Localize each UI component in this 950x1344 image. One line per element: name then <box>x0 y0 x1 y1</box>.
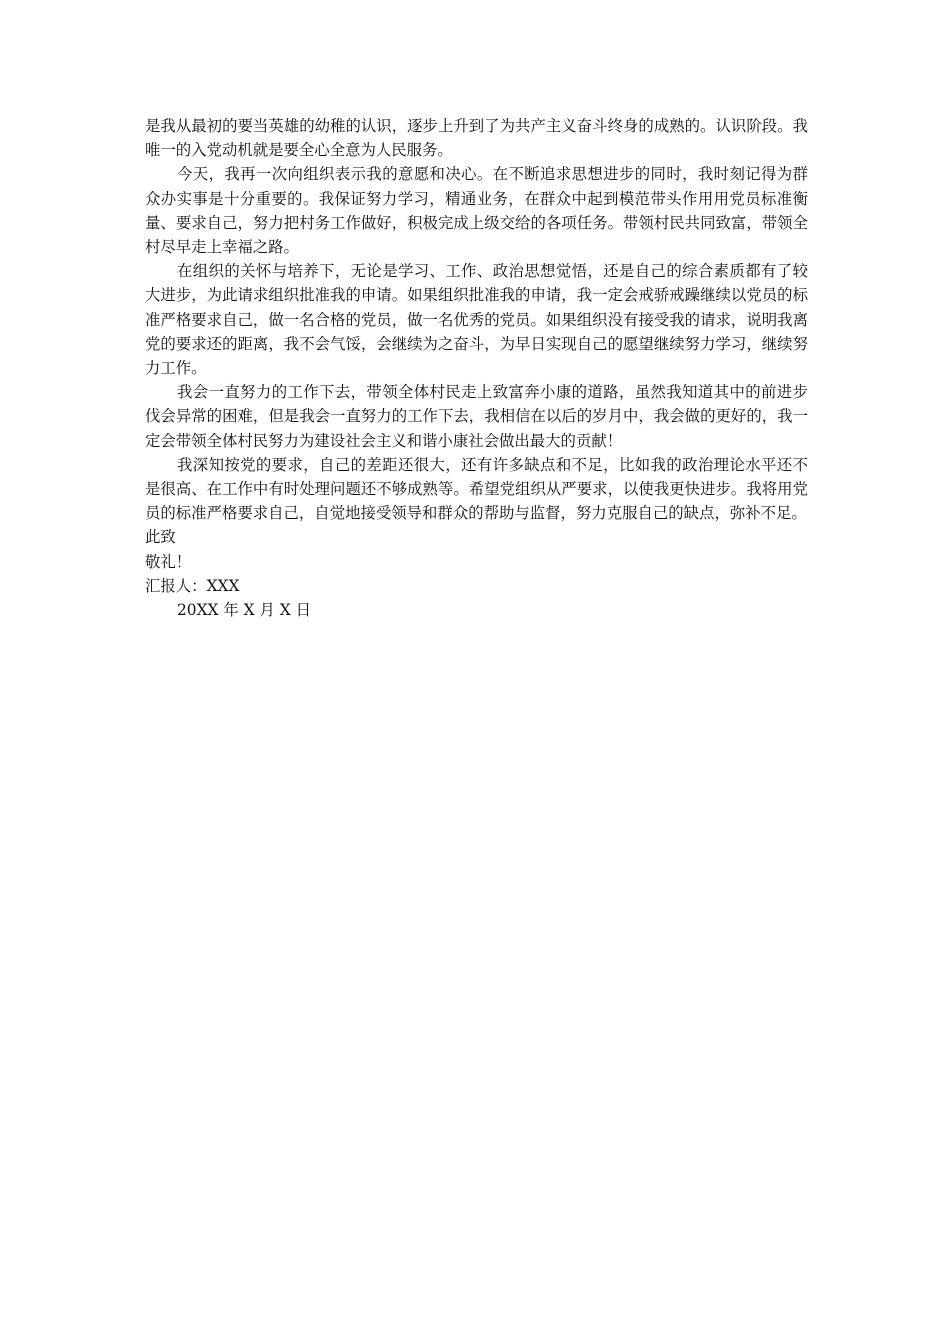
reporter-line: 汇报人：XXX <box>145 576 240 595</box>
document-body <box>145 114 808 622</box>
salutation-line: 敬礼！ <box>145 552 192 571</box>
closing-line: 此致 <box>145 528 176 547</box>
paragraph-2: 今天，我再一次向组织表示我的意愿和决心。在不断追求思想进步的同时，我时刻记得为群众办实事是十分重要的。我保证努力学习，精通业务，在群众中起到模范带头作用用党员标准衡量、要求自己，努力把村务工作做好，积极完成上级交给的各项任务。带领村民共同致富，带领全村尽早走上幸福之路。 <box>145 165 808 257</box>
date-line: 20XX 年 X 月 X 日 <box>177 601 312 620</box>
paragraph-3: 在组织的关怀与培养下，无论是学习、工作、政治思想觉悟，还是自己的综合素质都有了较大进步，为此请求组织批准我的申请。如果组织批准我的申请，我一定会戒骄戒躁继续以党员的标准严格要求自己，做一名合格的党员，做一名优秀的党员。如果组织没有接受我的请求，说明我离党的要求还的距离，我不会气馁，会继续为之奋斗，为早日实现自己的愿望继续努力学习，继续努力工作。 <box>145 262 808 378</box>
paragraph-5: 我深知按党的要求，自己的差距还很大，还有许多缺点和不足，比如我的政治理论水平还不是很高、在工作中有时处理问题还不够成熟等。希望党组织从严要求，以使我更快进步。我将用党员的标准严格要求自己，自觉地接受领导和群众的帮助与监督，努力克服自己的缺点，弥补不足。 <box>145 455 808 523</box>
paragraph-1: 是我从最初的要当英雄的幼稚的认识，逐步上升到了为共产主义奋斗终身的成熟的。认识阶段。我唯一的入党动机就是要全心全意为人民服务。 <box>145 117 808 160</box>
paragraph-4: 我会一直努力的工作下去，带领全体村民走上致富奔小康的道路，虽然我知道其中的前进步伐会异常的困难，但是我会一直努力的工作下去，我相信在以后的岁月中，我会做的更好的，我一定会带领全体村民努力为建设社会主义和谐小康社会做出最大的贡献！ <box>145 383 808 450</box>
